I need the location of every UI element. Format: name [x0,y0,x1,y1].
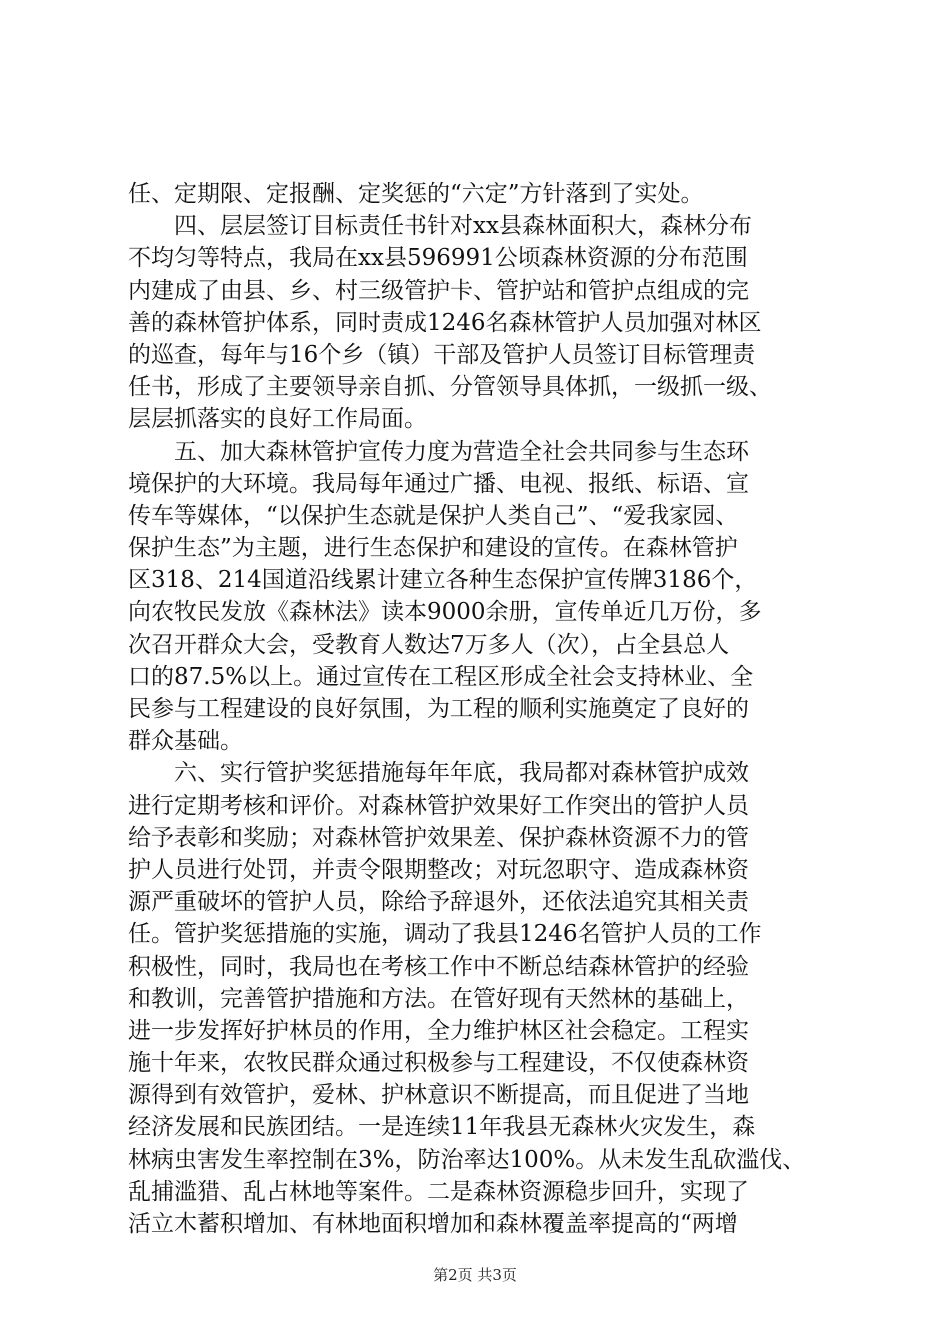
text-line-paragraph-start: 五、加大森林管护宣传力度为营造全社会共同参与生态环 [174,438,749,465]
text-line: 区318、214国道沿线累计建立各种生态保护宣传牌3186个， [128,567,758,594]
text-line: 乱捕滥猎、乱占林地等案件。二是森林资源稳步回升，实现了 [128,1178,749,1205]
text-line-paragraph-start: 四、层层签订目标责任书针对xx县森林面积大，森林分布 [174,213,752,240]
text-line: 任书，形成了主要领导亲自抓、分管领导具体抓，一级抓一级、 [128,374,772,401]
text-line: 民参与工程建设的良好氛围，为工程的顺利实施奠定了良好的 [128,696,749,722]
text-line: 的巡查，每年与16个乡（镇）干部及管护人员签订目标管理责 [128,341,756,368]
text-line: 保护生态”为主题，进行生态保护和建设的宣传。在森林管护 [128,535,738,562]
text-line: 源严重破坏的管护人员，除给予辞退外，还依法追究其相关责 [128,889,749,916]
page-number-footer: 第2页 共3页 [433,1266,517,1284]
text-line: 给予表彰和奖励；对森林管护效果差、保护森林资源不力的管 [128,824,749,851]
text-line: 层层抓落实的良好工作局面。 [128,406,427,433]
text-line: 任、定期限、定报酬、定奖惩的“六定”方针落到了实处。 [128,181,704,207]
text-line: 传车等媒体，“以保护生态就是保护人类自己”、“爱我家园、 [128,502,739,529]
text-line: 积极性，同时，我局也在考核工作中不断总结森林管护的经验 [128,953,749,980]
text-line: 群众基础。 [128,728,243,755]
text-line: 护人员进行处罚，并责令限期整改；对玩忽职守、造成森林资 [128,856,749,883]
text-line-paragraph-start: 六、实行管护奖惩措施每年年底，我局都对森林管护成效 [174,760,749,787]
text-line: 施十年来，农牧民群众通过积极参与工程建设，不仅使森林资 [128,1050,749,1077]
text-line: 向农牧民发放《森林法》读本9000余册，宣传单近几万份，多 [128,599,762,626]
text-line: 林病虫害发生率控制在3%，防治率达100%。从未发生乱砍滥伐、 [128,1146,806,1173]
text-line: 源得到有效管护，爱林、护林意识不断提高，而且促进了当地 [128,1082,749,1109]
text-line: 不均匀等特点，我局在xx县596991公顷森林资源的分布范围 [128,245,748,272]
text-line: 活立木蓄积增加、有林地面积增加和森林覆盖率提高的“两增 [128,1211,738,1237]
document-body [128,178,828,1240]
text-line: 境保护的大环境。我局每年通过广播、电视、报纸、标语、宣 [128,470,749,497]
text-line: 善的森林管护体系，同时责成1246名森林管护人员加强对林区 [128,309,762,336]
text-line: 经济发展和民族团结。一是连续11年我县无森林火灾发生，森 [128,1114,756,1141]
text-line: 次召开群众大会，受教育人数达7万多人（次），占全县总人 [128,631,730,658]
text-line: 口的87.5%以上。通过宣传在工程区形成全社会支持林业、全 [128,663,754,690]
text-line: 进一步发挥好护林员的作用，全力维护林区社会稳定。工程实 [128,1017,749,1044]
text-line: 和教训，完善管护措施和方法。在管好现有天然林的基础上， [128,985,749,1012]
text-line: 内建成了由县、乡、村三级管护卡、管护站和管护点组成的完 [128,277,749,304]
text-line: 任。管护奖惩措施的实施，调动了我县1246名管护人员的工作 [128,921,762,948]
text-line: 进行定期考核和评价。对森林管护效果好工作突出的管护人员 [128,792,749,819]
